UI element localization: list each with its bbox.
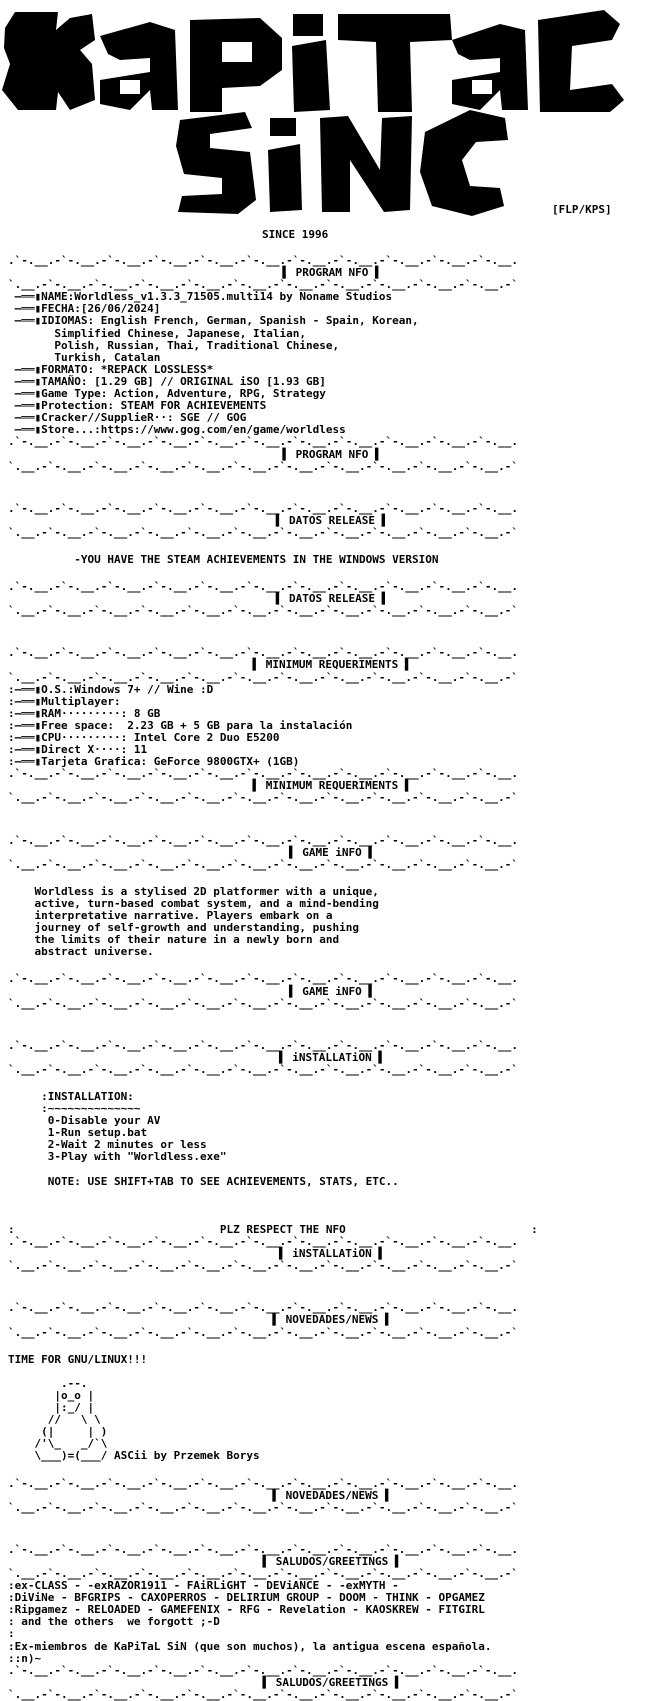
section-requirements <box>8 647 656 804</box>
frame-bottom: `.__.-`-.__.-`-.__.-`-.__.-`-.__.-`-.__.-`-.__.-`-.__.-`-.__.-`-.__.-`-.__.-` <box>8 670 518 684</box>
install-line: 3-Play with "Worldless.exe" <box>8 1150 227 1164</box>
requirement-line: :—══▮Multiplayer: <box>8 694 121 708</box>
install-line: 1-Run setup.bat <box>8 1126 148 1140</box>
program-line: Polish, Russian, Thai, Traditional Chinese, <box>8 338 340 352</box>
frame-top: .`-.__.-`-.__.-`-.__.-`-.__.-`-.__.-`-.__.-`-.__.-`-.__.-`-.__.-`-.__.-`-.__. <box>8 1542 518 1556</box>
program-line: Simplified Chinese, Japanese, Italian, <box>8 326 307 340</box>
greeting-line: :Ex-miembros de KaPiTaL SiN (que son muchos), la antigua escena española. <box>8 1639 492 1653</box>
program-line: —══▮NAME:Worldless_v1.3.3_71505.multi14 by Noname Studios <box>8 290 393 304</box>
group-tag: [FLP/KPS] <box>552 203 612 216</box>
section-news <box>8 1302 656 1513</box>
frame-top: .`-.__.-`-.__.-`-.__.-`-.__.-`-.__.-`-.__.-`-.__.-`-.__.-`-.__.-`-.__.-`-.__. <box>8 254 518 267</box>
frame-bottom: `.__.-`-.__.-`-.__.-`-.__.-`-.__.-`-.__.-`-.__.-`-.__.-`-.__.-`-.__.-`-.__.-` <box>8 1062 518 1076</box>
install-line: 0-Disable your AV <box>8 1114 161 1128</box>
frame-bottom: `.__.-`-.__.-`-.__.-`-.__.-`-.__.-`-.__.-`-.__.-`-.__.-`-.__.-`-.__.-`-.__.-` <box>8 1687 518 1701</box>
section-game-info <box>8 835 656 1010</box>
program-line: Turkish, Catalan <box>8 350 161 364</box>
greeting-line: : <box>8 1627 15 1641</box>
frame-bottom: `.__.-`-.__.-`-.__.-`-.__.-`-.__.-`-.__.-`-.__.-`-.__.-`-.__.-`-.__.-`-.__.-` <box>8 459 518 473</box>
section-title: ▌ SALUDOS/GREETINGS ▌ <box>262 1675 402 1689</box>
game-line: Worldless is a stylised 2D platformer with a unique, <box>8 884 379 898</box>
frame-top: .`-.__.-`-.__.-`-.__.-`-.__.-`-.__.-`-.__.-`-.__.-`-.__.-`-.__.-`-.__.-`-.__. <box>8 1476 518 1490</box>
section-title: ▌ SALUDOS/GREETINGS ▌ <box>262 1554 402 1568</box>
program-line: —══▮IDIOMAS: English French, German, Spanish - Spain, Korean, <box>8 314 419 328</box>
section-title: ▌ DATOS RELEASE ▌ <box>275 592 389 606</box>
nfo-content <box>8 255 656 1701</box>
frame-top: .`-.__.-`-.__.-`-.__.-`-.__.-`-.__.-`-.__.-`-.__.-`-.__.-`-.__.-`-.__.-`-.__. <box>8 1235 518 1249</box>
section-title: ▌ PROGRAM NFO ▌ <box>282 266 382 280</box>
requirement-line: :—══▮RAM·········: 8 GB <box>8 706 161 720</box>
section-title: ▌ GAME iNFO ▌ <box>288 845 376 859</box>
install-line <box>8 1164 656 1176</box>
section-title: ▌ iNSTALLATiON ▌ <box>279 1050 385 1064</box>
since-year: SINCE 1996 <box>262 228 329 241</box>
section-title: ▌ NOVEDADES/NEWS ▌ <box>272 1313 392 1327</box>
requirement-line: :—══▮Free space: 2.23 GB + 5 GB para la instalación <box>8 718 353 732</box>
greeting-line: :DiViNe - BFGRIPS - CAXOPERROS - DELIRIUM GROUP - DOOM - THINK - OPGAMEZ <box>8 1591 485 1605</box>
frame-bottom: `.__.-`-.__.-`-.__.-`-.__.-`-.__.-`-.__.-`-.__.-`-.__.-`-.__.-`-.__.-`-.__.-` <box>8 1325 518 1339</box>
section-title: ▌ MINIMUM REQUERIMENTS ▌ <box>252 658 412 672</box>
game-line: active, turn-based combat system, and a mind-bending <box>8 896 379 910</box>
frame-bottom: `.__.-`-.__.-`-.__.-`-.__.-`-.__.-`-.__.-`-.__.-`-.__.-`-.__.-`-.__.-`-.__.-` <box>8 278 518 292</box>
program-line: —══▮Cracker//SupplieR··: SGE // GOG <box>8 411 247 425</box>
install-line <box>8 1188 656 1200</box>
tux-ascii-line: |:_/ | <box>8 1401 95 1415</box>
install-note: NOTE: USE SHIFT+TAB TO SEE ACHIEVEMENTS, STATS, ETC.. <box>8 1174 399 1188</box>
frame-top: .`-.__.-`-.__.-`-.__.-`-.__.-`-.__.-`-.__.-`-.__.-`-.__.-`-.__.-`-.__.-`-.__. <box>8 501 518 515</box>
frame-top: .`-.__.-`-.__.-`-.__.-`-.__.-`-.__.-`-.__.-`-.__.-`-.__.-`-.__.-`-.__.-`-.__. <box>8 435 518 449</box>
frame-bottom: `.__.-`-.__.-`-.__.-`-.__.-`-.__.-`-.__.-`-.__.-`-.__.-`-.__.-`-.__.-`-.__.-` <box>8 604 518 618</box>
section-title: ▌ PROGRAM NFO ▌ <box>282 447 382 461</box>
release-line: -YOU HAVE THE STEAM ACHIEVEMENTS IN THE WINDOWS VERSION <box>8 552 439 566</box>
install-line: :INSTALLATION: <box>8 1089 134 1103</box>
tux-ascii-line: (| | ) <box>8 1425 108 1439</box>
install-line: 2-Wait 2 minutes or less <box>8 1138 207 1152</box>
frame-bottom: `.__.-`-.__.-`-.__.-`-.__.-`-.__.-`-.__.-`-.__.-`-.__.-`-.__.-`-.__.-`-.__.-` <box>8 996 518 1010</box>
requirement-line: :—══▮Direct X····: 11 <box>8 743 148 757</box>
frame-top: .`-.__.-`-.__.-`-.__.-`-.__.-`-.__.-`-.__.-`-.__.-`-.__.-`-.__.-`-.__.-`-.__. <box>8 833 518 847</box>
tux-ascii-line: |o_o | <box>8 1388 95 1402</box>
game-line: journey of self-growth and understanding, pushing <box>8 921 359 935</box>
section-title: ▌ iNSTALLATiON ▌ <box>279 1247 385 1261</box>
frame-top: .`-.__.-`-.__.-`-.__.-`-.__.-`-.__.-`-.__.-`-.__.-`-.__.-`-.__.-`-.__.-`-.__. <box>8 1038 518 1052</box>
tux-ascii-line: .--. <box>8 1376 88 1390</box>
greeting-line: : and the others we forgott ;-D <box>8 1615 220 1629</box>
section-title: ▌ NOVEDADES/NEWS ▌ <box>272 1488 392 1502</box>
frame-top: .`-.__.-`-.__.-`-.__.-`-.__.-`-.__.-`-.__.-`-.__.-`-.__.-`-.__.-`-.__.-`-.__. <box>8 1301 518 1315</box>
section-title: ▌ DATOS RELEASE ▌ <box>275 513 389 527</box>
frame-bottom: `.__.-`-.__.-`-.__.-`-.__.-`-.__.-`-.__.-`-.__.-`-.__.-`-.__.-`-.__.-`-.__.-` <box>8 1500 518 1514</box>
section-installation <box>8 1040 656 1273</box>
install-line <box>8 1200 656 1212</box>
frame-top: .`-.__.-`-.__.-`-.__.-`-.__.-`-.__.-`-.__.-`-.__.-`-.__.-`-.__.-`-.__.-`-.__. <box>8 646 518 660</box>
program-line: —══▮TAMAÑO: [1.29 GB] // ORIGINAL iSO [1.93 GB] <box>8 374 326 388</box>
frame-top: .`-.__.-`-.__.-`-.__.-`-.__.-`-.__.-`-.__.-`-.__.-`-.__.-`-.__.-`-.__.-`-.__. <box>8 767 518 781</box>
frame-bottom: `.__.-`-.__.-`-.__.-`-.__.-`-.__.-`-.__.-`-.__.-`-.__.-`-.__.-`-.__.-`-.__.-` <box>8 791 518 805</box>
program-line: —══▮Game Type: Action, Adventure, RPG, Strategy <box>8 387 326 401</box>
tux-ascii-line: \___)=(___/ ASCii by Przemek Borys <box>8 1449 260 1463</box>
respect-line: : PLZ RESPECT THE NFO : <box>8 1223 538 1236</box>
install-line: :~~~~~~~~~~~~~~ <box>8 1102 141 1116</box>
requirement-line: :—══▮O.S.:Windows 7+ // Wine :D <box>8 682 214 696</box>
game-line: the limits of their nature in a newly born and <box>8 933 340 947</box>
frame-top: .`-.__.-`-.__.-`-.__.-`-.__.-`-.__.-`-.__.-`-.__.-`-.__.-`-.__.-`-.__.-`-.__. <box>8 972 518 986</box>
game-line: abstract universe. <box>8 945 154 959</box>
frame-top: .`-.__.-`-.__.-`-.__.-`-.__.-`-.__.-`-.__.-`-.__.-`-.__.-`-.__.-`-.__.-`-.__. <box>8 1663 518 1677</box>
frame-top: .`-.__.-`-.__.-`-.__.-`-.__.-`-.__.-`-.__.-`-.__.-`-.__.-`-.__.-`-.__.-`-.__. <box>8 580 518 594</box>
tux-ascii-line: /'\_ _/`\ <box>8 1437 108 1451</box>
frame-bottom: `.__.-`-.__.-`-.__.-`-.__.-`-.__.-`-.__.-`-.__.-`-.__.-`-.__.-`-.__.-`-.__.-` <box>8 857 518 871</box>
tux-ascii-line: // \ \ <box>8 1413 101 1427</box>
program-line: —══▮Protection: STEAM FOR ACHIEVEMENTS <box>8 399 267 413</box>
greeting-line: :Ripgamez - RELOADED - GAMEFENIX - RFG - Revelation - KAOSKREW - FITGIRL <box>8 1603 485 1617</box>
requirement-line: :—══▮CPU·········: Intel Core 2 Duo E5200 <box>8 731 280 744</box>
program-line: —══▮Store...:https://www.gog.com/en/game/worldless <box>8 423 346 437</box>
greeting-line: ::n)~ <box>8 1651 42 1665</box>
program-line: —══▮FORMATO: *REPACK LOSSLESS* <box>8 362 214 376</box>
game-line: interpretative narrative. Players embark on a <box>8 909 333 923</box>
news-line <box>8 1366 656 1378</box>
section-greetings <box>8 1544 656 1701</box>
news-headline: TIME FOR GNU/LINUX!!! <box>8 1352 148 1366</box>
section-datos-release <box>8 503 656 618</box>
requirement-line: :—══▮Tarjeta Grafica: GeForce 9800GTX+ (1GB) <box>8 755 300 769</box>
section-title: ▌ MINIMUM REQUERIMENTS ▌ <box>252 779 412 793</box>
greeting-line: :ex-CLASS - -exRAZOR1911 - FAiRLiGHT - DEViANCE - -exMYTH - <box>8 1579 399 1593</box>
section-program-nfo <box>8 255 656 473</box>
frame-bottom: `.__.-`-.__.-`-.__.-`-.__.-`-.__.-`-.__.-`-.__.-`-.__.-`-.__.-`-.__.-`-.__.-` <box>8 1566 518 1580</box>
section-title: ▌ GAME iNFO ▌ <box>288 984 376 998</box>
frame-bottom: `.__.-`-.__.-`-.__.-`-.__.-`-.__.-`-.__.-`-.__.-`-.__.-`-.__.-`-.__.-`-.__.-` <box>8 525 518 539</box>
program-line: —══▮FECHA:[26/06/2024] <box>8 302 161 316</box>
frame-bottom: `.__.-`-.__.-`-.__.-`-.__.-`-.__.-`-.__.-`-.__.-`-.__.-`-.__.-`-.__.-`-.__.-` <box>8 1259 518 1273</box>
